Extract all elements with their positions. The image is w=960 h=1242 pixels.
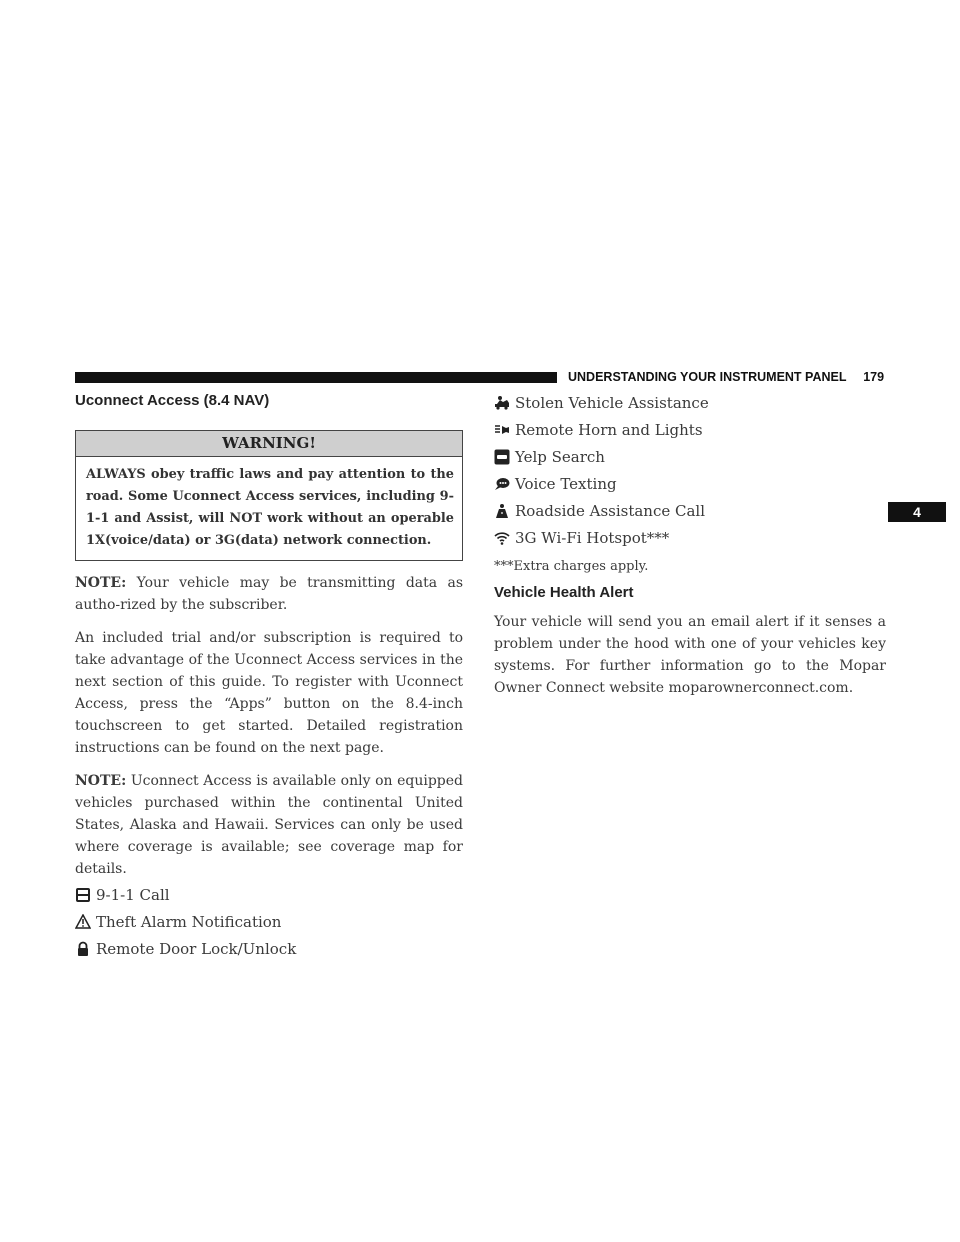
feature-label: Stolen Vehicle Assistance xyxy=(515,394,709,412)
right-column xyxy=(494,392,886,699)
feature-item xyxy=(494,392,886,414)
note-paragraph xyxy=(75,770,463,880)
footnote: ***Extra charges apply. xyxy=(494,559,649,574)
feature-label: 9-1-1 Call xyxy=(96,886,170,904)
feature-item xyxy=(75,938,463,960)
warning-title: WARNING! xyxy=(76,431,462,457)
warning-text: ALWAYS obey traffic laws and pay attention to the road. Some Uconnect Access services, including 9-1-1 and Assist, will NOT work without an operable 1X(voice/data) or 3G(data) network connection. xyxy=(86,467,454,548)
warning-box xyxy=(75,430,463,561)
section-heading: Vehicle Health Alert xyxy=(494,584,634,601)
running-header xyxy=(568,370,884,384)
note-paragraph xyxy=(75,572,463,616)
voice-texting-icon xyxy=(494,476,510,492)
note-text: Your vehicle may be transmitting data as autho-rized by the subscriber. xyxy=(75,575,463,613)
horn-lights-icon xyxy=(494,422,510,438)
feature-label: Remote Horn and Lights xyxy=(515,421,703,439)
header-rule xyxy=(75,372,557,383)
chapter-tab: 4 xyxy=(888,502,946,522)
feature-label: Remote Door Lock/Unlock xyxy=(96,940,297,958)
feature-item xyxy=(75,884,463,906)
wifi-icon xyxy=(494,530,510,546)
health-alert-paragraph: Your vehicle will send you an email alert if it senses a problem under the hood with one of your vehicles key systems. For further information go to the Mopar Owner Connect website moparownerconnect.com. xyxy=(494,614,886,696)
registration-paragraph: An included trial and/or subscription is required to take advantage of the Uconnect Access services in the next section of this guide. To register with Uconnect Access, press the “Apps” button on the 8.4-inch touchscreen to get started. Detailed registration instructions can be found on the next page. xyxy=(75,630,463,756)
note-label: NOTE: xyxy=(75,575,127,591)
feature-item xyxy=(494,500,886,522)
feature-label: Yelp Search xyxy=(515,448,605,466)
feature-label: Roadside Assistance Call xyxy=(515,502,706,520)
feature-item xyxy=(494,446,886,468)
feature-label: Theft Alarm Notification xyxy=(96,913,282,931)
call-911-icon xyxy=(75,887,91,903)
yelp-icon xyxy=(494,449,510,465)
left-column xyxy=(75,392,463,960)
feature-label: 3G Wi-Fi Hotspot*** xyxy=(515,529,670,547)
theft-alarm-icon xyxy=(75,914,91,930)
feature-item xyxy=(494,527,886,549)
feature-item xyxy=(494,419,886,441)
feature-item xyxy=(494,473,886,495)
feature-list xyxy=(75,884,463,960)
page-number: 179 xyxy=(863,370,885,384)
section-heading: Uconnect Access (8.4 NAV) xyxy=(75,392,270,409)
feature-list xyxy=(494,392,886,549)
lock-icon xyxy=(75,941,91,957)
feature-item xyxy=(75,911,463,933)
stolen-vehicle-icon xyxy=(494,395,510,411)
roadside-assistance-icon xyxy=(494,503,510,519)
feature-label: Voice Texting xyxy=(515,475,617,493)
note-label: NOTE: xyxy=(75,773,127,789)
section-title: UNDERSTANDING YOUR INSTRUMENT PANEL xyxy=(568,370,847,384)
note-text: Uconnect Access is available only on equipped vehicles purchased within the continental United States, Alaska and Hawaii. Services can only be used where coverage is available; see coverage map for details. xyxy=(75,773,464,877)
